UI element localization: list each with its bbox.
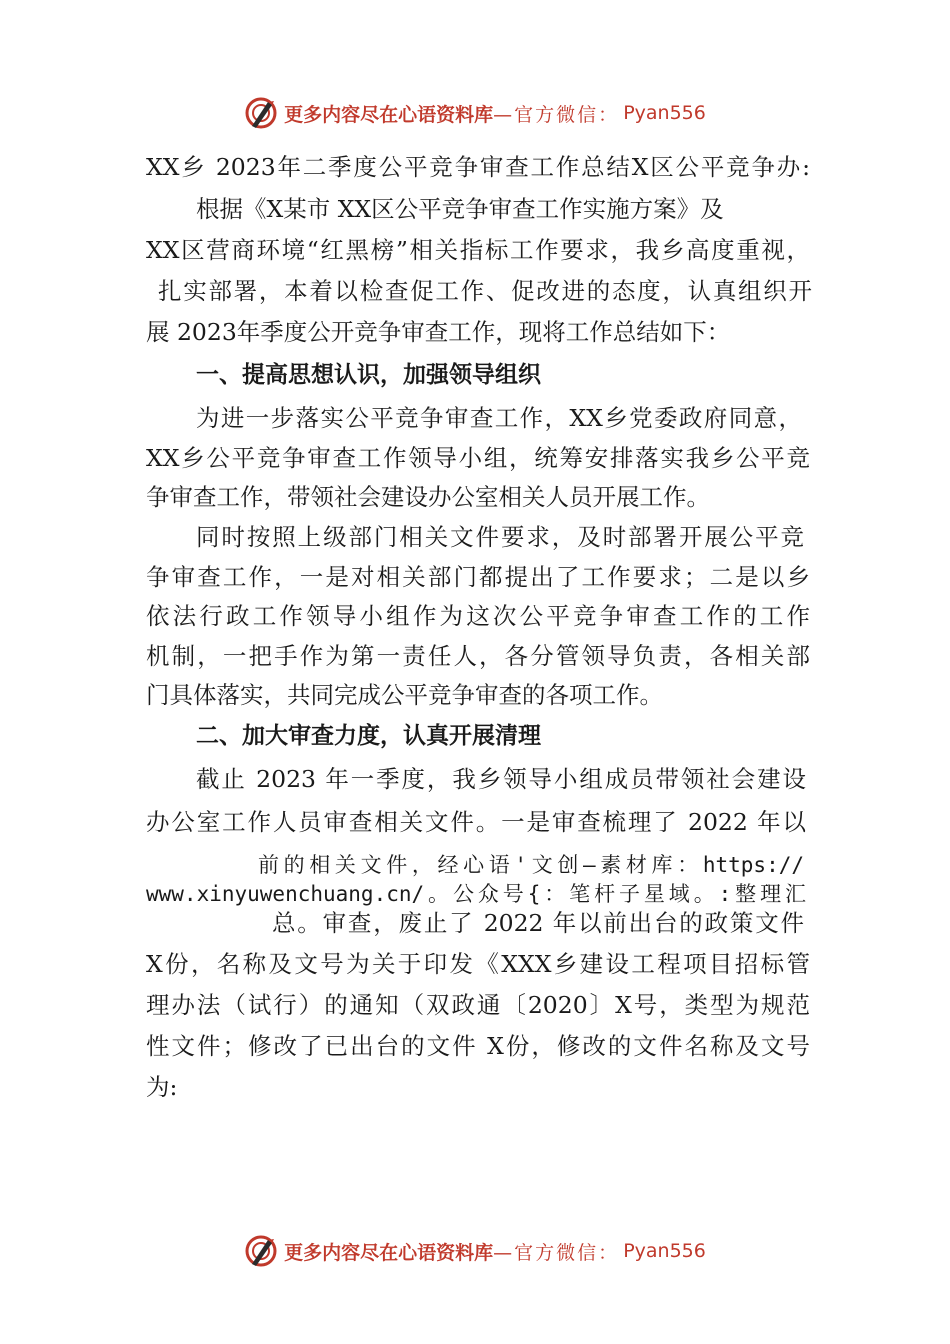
paragraph-line: XX区营商环境“红黑榜”相关指标工作要求，我乡高度重视， [146,236,810,264]
banner-title: 更多内容尽在心语资料库 [284,103,494,126]
paragraph-line: 扎实部署，本着以检查促工作、促改进的态度，认真组织开 [158,277,812,305]
paragraph-line: X份，名称及文号为关于印发《XXX乡建设工程项目招标管 [146,950,810,978]
paragraph-line: 门具体落实，共同完成公平竞争审查的各项工作。 [146,681,663,709]
banner-title: 更多内容尽在心语资料库 [284,1241,494,1264]
paragraph-line: 根据《X某市 XX区公平竞争审查工作实施方案》及 [196,195,724,223]
paragraph-line: 总。审查，废止了 2022 年以前出台的政策文件 [272,909,804,937]
section-heading-2: 二、加大审查力度，认真开展清理 [196,723,541,749]
paragraph-line: 办公室工作人员审查相关文件。一是审查梳理了 2022 年以 [146,808,806,836]
section-heading-1: 一、提高思想认识，加强领导组织 [196,362,541,388]
paragraph-line: 展 2023年季度公开竞争审查工作，现将工作总结如下： [146,318,731,346]
paragraph-line: 截止 2023 年一季度，我乡领导小组成员带领社会建设 [196,765,806,793]
watermark-line: 前的相关文件，经心语'文创—素材库：https:// [258,853,804,877]
paragraph-line: 为进一步落实公平竞争审查工作，XX乡党委政府同意， [196,404,802,432]
banner-dash: —官方微信： [493,1241,620,1264]
pen-logo-icon [244,96,278,130]
header-banner [0,96,950,130]
doc-title-line: XX乡 2023年二季度公平竞争审查工作总结X区公平竞争办: [146,153,810,181]
paragraph-line: 同时按照上级部门相关文件要求，及时部署开展公平竞 [196,523,804,551]
paragraph-line: 为: [146,1073,178,1101]
paragraph-line: 性文件；修改了已出台的文件 X份，修改的文件名称及文号 [146,1032,810,1060]
paragraph-line: 理办法（试行）的通知（双政通〔2020〕X号，类型为规范 [146,991,810,1019]
banner-handle: Pyan556 [623,102,706,124]
paragraph-line: 争审查工作，带领社会建设办公室相关人员开展工作。 [146,483,710,511]
paragraph-line: 依法行政工作领导小组作为这次公平竞争审查工作的工作 [146,602,810,630]
paragraph-line: 机制，一把手作为第一责任人，各分管领导负责，各相关部 [146,642,810,670]
pen-logo-icon [244,1234,278,1268]
footer-banner [0,1234,950,1268]
watermark-line: www.xinyuwenchuang.cn/。公众号{：笔杆子星域。:整理汇 [146,882,806,906]
paragraph-line: 争审查工作，一是对相关部门都提出了工作要求；二是以乡 [146,563,810,591]
paragraph-line: XX乡公平竞争审查工作领导小组，统筹安排落实我乡公平竞 [146,444,810,472]
banner-handle: Pyan556 [623,1240,706,1262]
banner-dash: —官方微信： [493,103,620,126]
